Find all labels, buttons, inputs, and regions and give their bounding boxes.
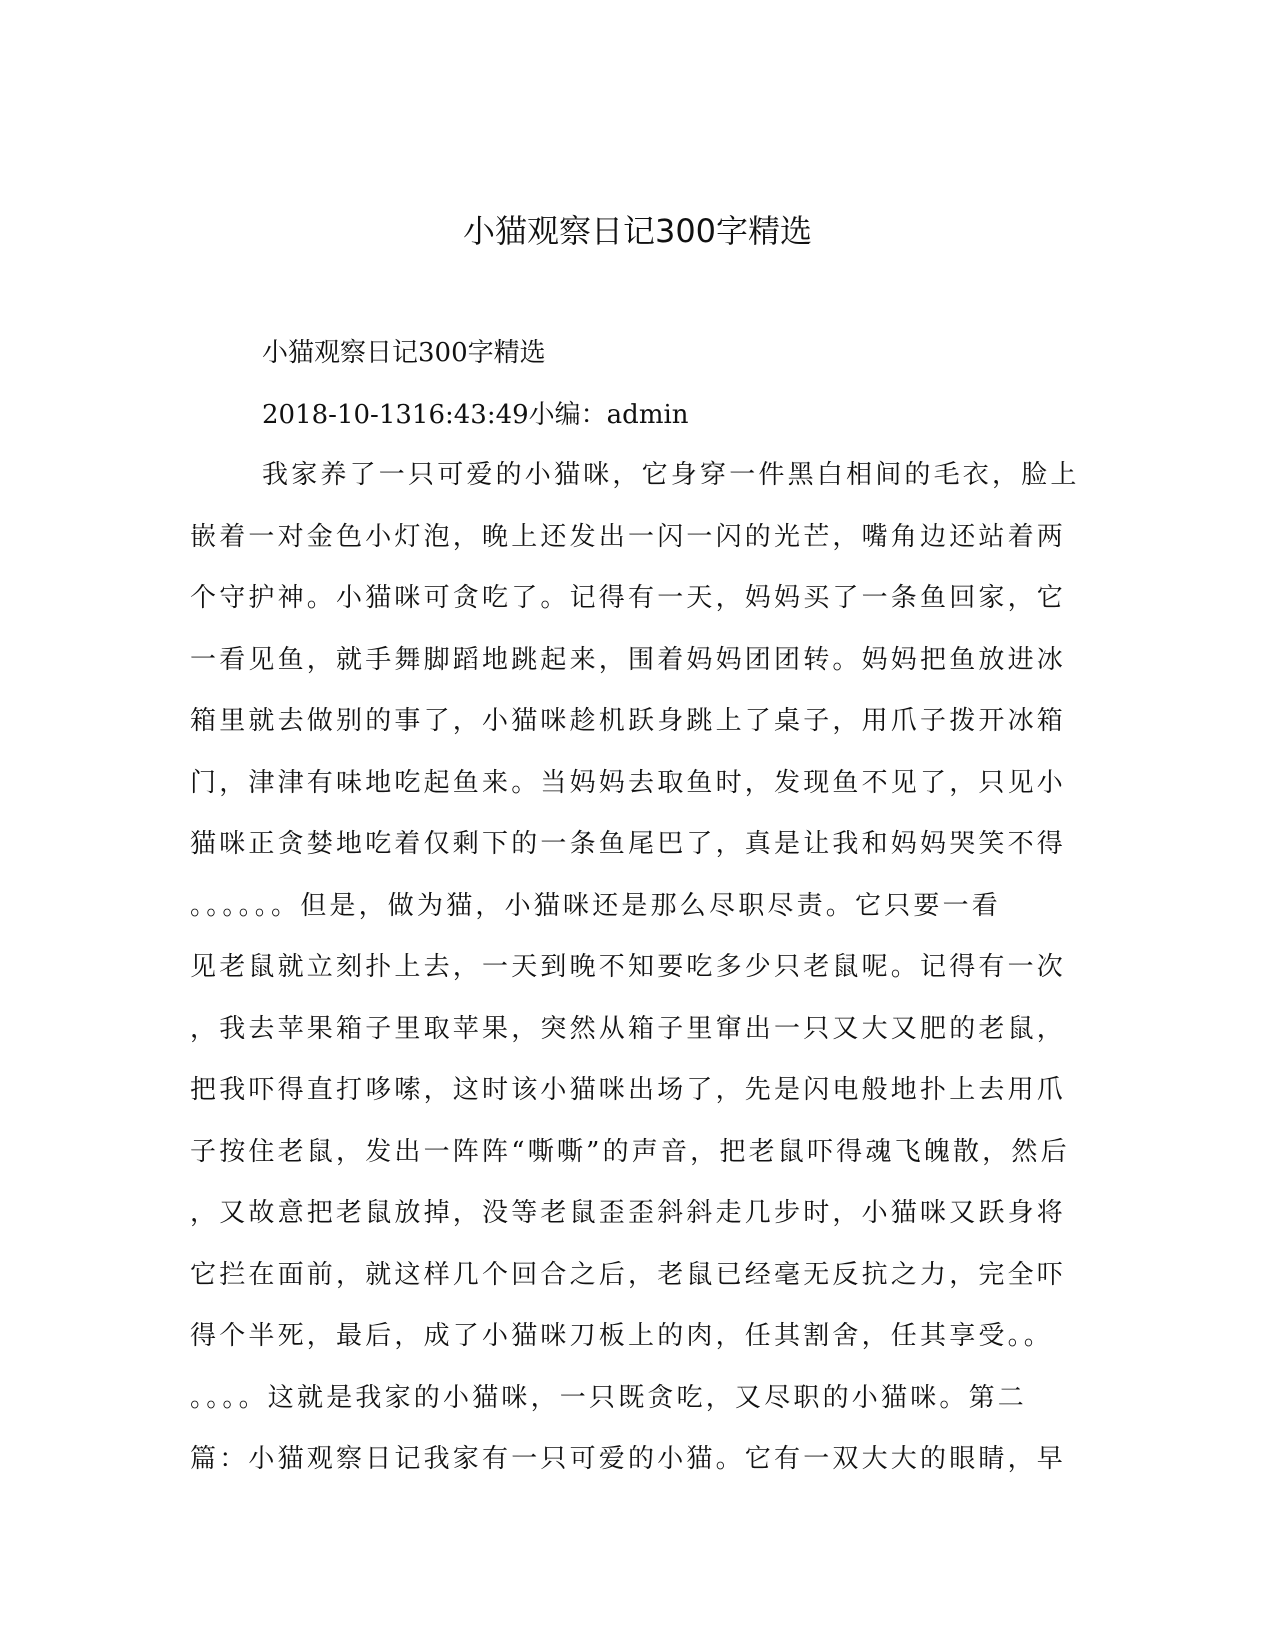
body-line: 它拦在面前，就这样几个回合之后，老鼠已经毫无反抗之力，完全吓 <box>190 1259 1067 1290</box>
body-line: 嵌着一对金色小灯泡，晚上还发出一闪一闪的光芒，嘴角边还站着两 <box>190 521 1067 552</box>
article-subtitle: 小猫观察日记300字精选 <box>262 338 546 368</box>
body-line: 子按住老鼠，发出一阵阵“嘶嘶”的声音，把老鼠吓得魂飞魄散，然后 <box>190 1136 1070 1167</box>
body-line: 。。。。。。但是，做为猫，小猫咪还是那么尽职尽责。它只要一看 <box>190 890 1002 921</box>
body-line: 。。。。这就是我家的小猫咪，一只既贪吃，又尽职的小猫咪。第二 <box>190 1382 1028 1413</box>
body-line: 我家养了一只可爱的小猫咪，它身穿一件黑白相间的毛衣，脸上 <box>262 460 1080 490</box>
body-line: 门，津津有味地吃起鱼来。当妈妈去取鱼时，发现鱼不见了，只见小 <box>190 767 1067 798</box>
body-line: 篇：小猫观察日记我家有一只可爱的小猫。它有一双大大的眼睛，早 <box>190 1444 1067 1474</box>
body-line: 得个半死，最后，成了小猫咪刀板上的肉，任其割舍，任其享受。。 <box>190 1321 1054 1351</box>
body-line: ，我去苹果箱子里取苹果，突然从箱子里窜出一只又大又肥的老鼠， <box>190 1013 1067 1044</box>
body-line: 猫咪正贪婪地吃着仅剩下的一条鱼尾巴了，真是让我和妈妈哭笑不得 <box>190 829 1067 859</box>
document-title: 小猫观察日记300字精选 <box>462 212 813 250</box>
body-line: ，又故意把老鼠放掉，没等老鼠歪歪斜斜走几步时，小猫咪又跃身将 <box>190 1198 1067 1228</box>
body-line: 见老鼠就立刻扑上去，一天到晚不知要吃多少只老鼠呢。记得有一次 <box>190 952 1067 982</box>
article-meta: 2018-10-1316:43:49小编：admin <box>262 400 689 430</box>
body-line: 一看见鱼，就手舞脚蹈地跳起来，围着妈妈团团转。妈妈把鱼放进冰 <box>190 644 1067 675</box>
body-line: 箱里就去做别的事了，小猫咪趁机跃身跳上了桌子，用爪子拨开冰箱 <box>190 706 1067 736</box>
body-line: 把我吓得直打哆嗦，这时该小猫咪出场了，先是闪电般地扑上去用爪 <box>190 1075 1067 1105</box>
article-body <box>190 455 1090 1501</box>
body-line: 个守护神。小猫咪可贪吃了。记得有一天，妈妈买了一条鱼回家，它 <box>190 583 1067 613</box>
